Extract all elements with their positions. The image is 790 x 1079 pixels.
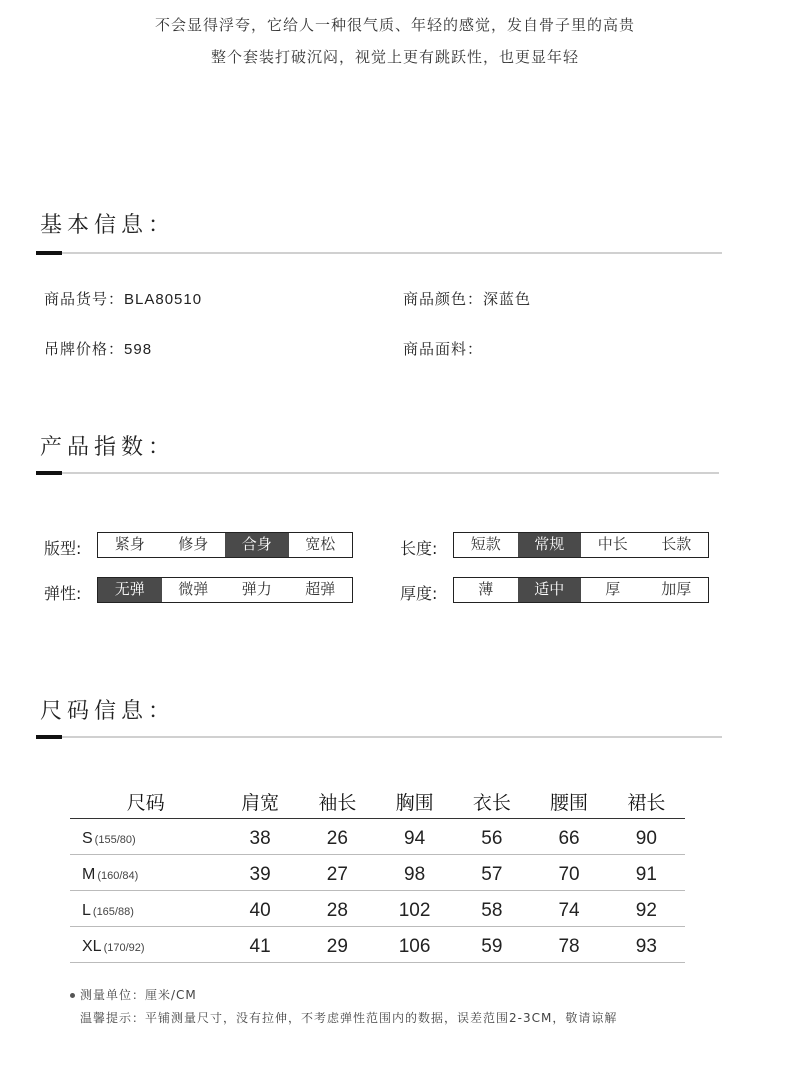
table-cell: 41: [222, 926, 299, 962]
thickness-scale: [453, 577, 709, 603]
fit-option: 修身: [178, 535, 209, 553]
size-code: M: [82, 865, 96, 883]
size-code: XL: [82, 937, 102, 955]
table-cell: 26: [299, 818, 376, 854]
col-top-length: 衣长: [453, 786, 530, 818]
color-row: [403, 288, 531, 309]
col-size: 尺码: [70, 786, 222, 818]
size-table-header: [70, 786, 685, 818]
intro-line-2: 整个套装打破沉闷，视觉上更有跳跃性，也更显年轻: [210, 48, 579, 66]
table-cell: 59: [453, 926, 530, 962]
size-height: (155/80): [94, 833, 136, 846]
basic-info-divider: [36, 252, 722, 254]
size-cell: [70, 926, 222, 962]
table-row: [70, 890, 685, 926]
col-sleeve: 袖长: [299, 786, 376, 818]
table-cell: 56: [453, 818, 530, 854]
table-row: [70, 926, 685, 962]
size-cell: [70, 890, 222, 926]
table-row: [70, 818, 685, 854]
intro-line-1: 不会显得浮夸，它给人一种很气质、年轻的感觉，发自骨子里的高贵: [154, 16, 635, 34]
table-cell: 74: [530, 890, 607, 926]
table-cell: 66: [530, 818, 607, 854]
elasticity-label: 弹性:: [44, 584, 82, 603]
item-number-value: BLA80510: [124, 291, 203, 308]
thickness-option: 薄: [478, 580, 494, 598]
table-cell: 29: [299, 926, 376, 962]
size-code: S: [82, 829, 93, 847]
table-cell: 92: [608, 890, 685, 926]
size-info-divider: [36, 736, 722, 738]
length-option: 中长: [597, 535, 628, 553]
length-option: 长款: [661, 535, 692, 553]
length-scale: [453, 532, 709, 558]
size-height: (165/88): [92, 905, 134, 918]
thickness-option: 加厚: [661, 580, 692, 598]
table-cell: 70: [530, 854, 607, 890]
thickness-label: 厚度:: [400, 584, 438, 603]
table-cell: 28: [299, 890, 376, 926]
size-table: [70, 786, 685, 963]
col-waist: 腰围: [530, 786, 607, 818]
size-height: (170/92): [103, 941, 145, 954]
thickness-option-selected: 适中: [518, 578, 582, 602]
size-cell: [70, 818, 222, 854]
item-number-label: 商品货号：: [44, 290, 125, 308]
length-option: 短款: [470, 535, 501, 553]
length-label: 长度:: [400, 539, 438, 558]
elasticity-option: 弹力: [241, 580, 272, 598]
price-row: [44, 338, 152, 359]
price-value: 598: [124, 341, 153, 358]
fit-option: 紧身: [114, 535, 145, 553]
color-value: 深蓝色: [483, 290, 532, 308]
table-cell: 93: [608, 926, 685, 962]
col-skirt-length: 裙长: [608, 786, 685, 818]
size-info-title: 尺码信息：: [40, 699, 176, 724]
price-label: 吊牌价格：: [44, 340, 125, 358]
fit-option-selected: 合身: [225, 533, 289, 557]
size-cell: [70, 854, 222, 890]
product-index-divider: [36, 472, 719, 474]
color-label: 商品颜色：: [403, 290, 484, 308]
table-cell: 57: [453, 854, 530, 890]
product-index-title: 产品指数：: [40, 435, 176, 460]
table-cell: 39: [222, 854, 299, 890]
table-cell: 94: [376, 818, 453, 854]
col-bust: 胸围: [376, 786, 453, 818]
elasticity-option-selected: 无弹: [98, 578, 162, 602]
col-shoulder: 肩宽: [222, 786, 299, 818]
table-cell: 58: [453, 890, 530, 926]
table-cell: 98: [376, 854, 453, 890]
tip-note: 温馨提示：平铺测量尺寸，没有拉伸，不考虑弹性范围内的数据，误差范围2-3CM，敬请谅解: [80, 1011, 618, 1025]
table-cell: 106: [376, 926, 453, 962]
size-height: (160/84): [97, 869, 139, 882]
table-cell: 78: [530, 926, 607, 962]
fabric-label: 商品面料：: [403, 340, 484, 358]
length-option-selected: 常规: [518, 533, 582, 557]
elasticity-option: 微弹: [178, 580, 209, 598]
thickness-option: 厚: [605, 580, 621, 598]
unit-note-text: 测量单位：厘米/CM: [80, 988, 197, 1002]
fit-label: 版型:: [44, 539, 82, 558]
fit-scale: [97, 532, 353, 558]
table-cell: 102: [376, 890, 453, 926]
size-code: L: [82, 901, 91, 919]
table-cell: 90: [608, 818, 685, 854]
table-cell: 27: [299, 854, 376, 890]
table-row: [70, 854, 685, 890]
fabric-row: [403, 338, 483, 359]
unit-note: [70, 986, 197, 1003]
elasticity-scale: [97, 577, 353, 603]
table-cell: 38: [222, 818, 299, 854]
elasticity-option: 超弹: [305, 580, 336, 598]
bullet-icon: [70, 993, 75, 998]
item-number-row: [44, 288, 202, 309]
table-cell: 40: [222, 890, 299, 926]
fit-option: 宽松: [305, 535, 336, 553]
table-cell: 91: [608, 854, 685, 890]
basic-info-title: 基本信息：: [40, 213, 176, 238]
